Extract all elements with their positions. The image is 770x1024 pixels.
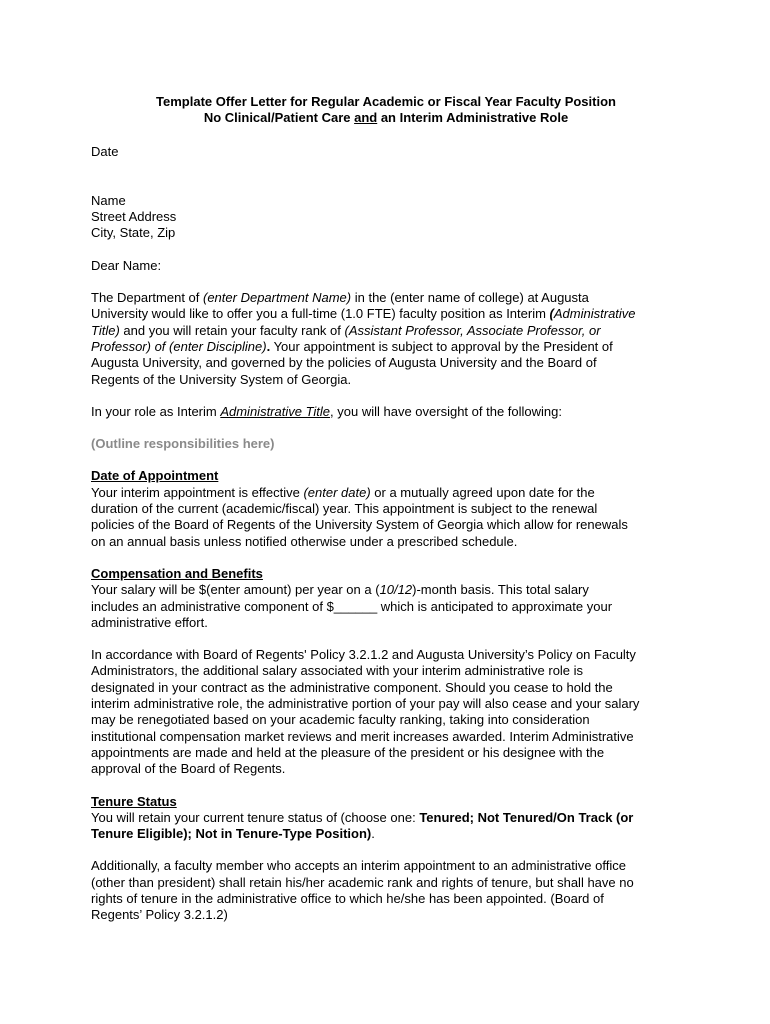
appointment-text: policies of the Board of Regents of the University System of Georgia which allow for renewals <box>91 517 628 533</box>
admin-title-placeholder: Title) <box>91 322 120 338</box>
appointment-text: or a mutually agreed upon date for the <box>370 484 595 500</box>
rank-placeholder: (Assistant Professor, Associate Professor, or <box>344 322 601 338</box>
paragraph-line: In accordance with Board of Regents' Policy 3.2.1.2 and Augusta University’s Policy on Faculty <box>91 647 636 663</box>
department-placeholder: (enter Department Name) <box>203 290 352 306</box>
paragraph-line: may be renegotiated based on your academic faculty ranking, taking into consideration <box>91 712 590 728</box>
admin-title-field: Administrative Title <box>220 403 331 419</box>
admin-title-placeholder: Administrative <box>553 306 636 322</box>
month-basis-placeholder: 10/12 <box>379 582 413 598</box>
tenure-text: . <box>371 826 375 842</box>
intro-text: Augusta University, and governed by the policies of Augusta University and the Board of <box>91 355 597 371</box>
intro-paragraph <box>91 290 691 388</box>
tenure-section <box>91 794 691 843</box>
date-line: Date <box>91 143 119 159</box>
appointment-text: on an annual basis unless notified otherwise under a prescribed schedule. <box>91 533 518 549</box>
paragraph-line: (other than president) shall retain his/her academic rank and rights of tenure, but shall have no <box>91 874 634 890</box>
paragraph-line: rights of tenure in the administrative office to which he/she has been appointed. (Board of <box>91 890 604 906</box>
paragraph-line: designated in your contract as the administrative component. Should you cease to hold the <box>91 679 613 695</box>
intro-text: University would like to offer you a full-time (1.0 FTE) faculty position as Interim <box>91 306 550 322</box>
intro-text: in the (enter name of college) at Augusta <box>351 290 589 306</box>
salutation: Dear Name: <box>91 257 162 273</box>
title-line-1: Template Offer Letter for Regular Academic or Fiscal Year Faculty Position <box>156 94 616 109</box>
appointment-text: Your interim appointment is effective <box>91 484 304 500</box>
compensation-section <box>91 566 691 631</box>
title-line-2-end: an Interim Administrative Role <box>377 110 569 126</box>
paragraph-line: interim administrative role, the administrative portion of your pay will also cease and your salary <box>91 696 640 712</box>
intro-text: and you will retain your faculty rank of <box>119 322 345 338</box>
oversight-text: , you will have oversight of the following: <box>330 403 562 419</box>
intro-text: Your appointment is subject to approval by the President of <box>270 338 613 354</box>
title-line-2-start: No Clinical/Patient Care <box>203 110 355 126</box>
paragraph-line: appointments are made and held at the pleasure of the president or his designee with the <box>91 744 605 760</box>
tenure-text: You will retain your current tenure status of (choose one: <box>91 809 420 825</box>
intro-text: Regents of the University System of Georgia. <box>91 371 352 387</box>
intro-paren: ( <box>549 306 554 322</box>
recipient-address <box>91 193 691 242</box>
recipient-city: City, State, Zip <box>91 225 176 241</box>
paragraph-line: institutional compensation market reviews and merit increases awarded. Interim Administrative <box>91 728 634 744</box>
paragraph-line: Regents’ Policy 3.2.1.2) <box>91 907 228 923</box>
compensation-text: includes an administrative component of $______ which is anticipated to approximate your <box>91 598 613 614</box>
additionally-paragraph <box>91 858 691 923</box>
outline-placeholder: (Outline responsibilities here) <box>91 436 275 452</box>
paragraph-line: Administrators, the additional salary associated with your interim administrative role is <box>91 663 584 679</box>
appointment-text: duration of the current (academic/fiscal) year. This appointment is subject to the renewal <box>91 501 598 517</box>
intro-text: The Department of <box>91 290 203 306</box>
accordance-paragraph <box>91 647 691 777</box>
title-line-2-and: and <box>354 110 378 126</box>
document-title <box>91 94 681 127</box>
tenure-options: Tenured; Not Tenured/On Track (or <box>419 809 634 825</box>
intro-period: . <box>266 338 271 354</box>
date-placeholder: (enter date) <box>303 484 371 500</box>
tenure-options: Tenure Eligible); Not in Tenure-Type Position) <box>91 826 372 842</box>
paragraph-line: Additionally, a faculty member who accepts an interim appointment to an administrative office <box>91 858 626 874</box>
oversight-sentence <box>91 404 691 420</box>
recipient-street: Street Address <box>91 209 177 225</box>
appointment-section <box>91 468 691 549</box>
recipient-name: Name <box>91 192 126 208</box>
compensation-text: Your salary will be $(enter amount) per year on a ( <box>91 582 380 598</box>
rank-placeholder: Professor) of (enter Discipline) <box>91 338 267 354</box>
oversight-text: In your role as Interim <box>91 403 221 419</box>
compensation-heading: Compensation and Benefits <box>91 565 263 581</box>
appointment-heading: Date of Appointment <box>91 468 219 484</box>
tenure-heading: Tenure Status <box>91 793 177 809</box>
paragraph-line: approval of the Board of Regents. <box>91 761 286 777</box>
letter-body <box>91 94 691 924</box>
compensation-text: )-month basis. This total salary <box>412 582 589 598</box>
compensation-text: administrative effort. <box>91 614 208 630</box>
